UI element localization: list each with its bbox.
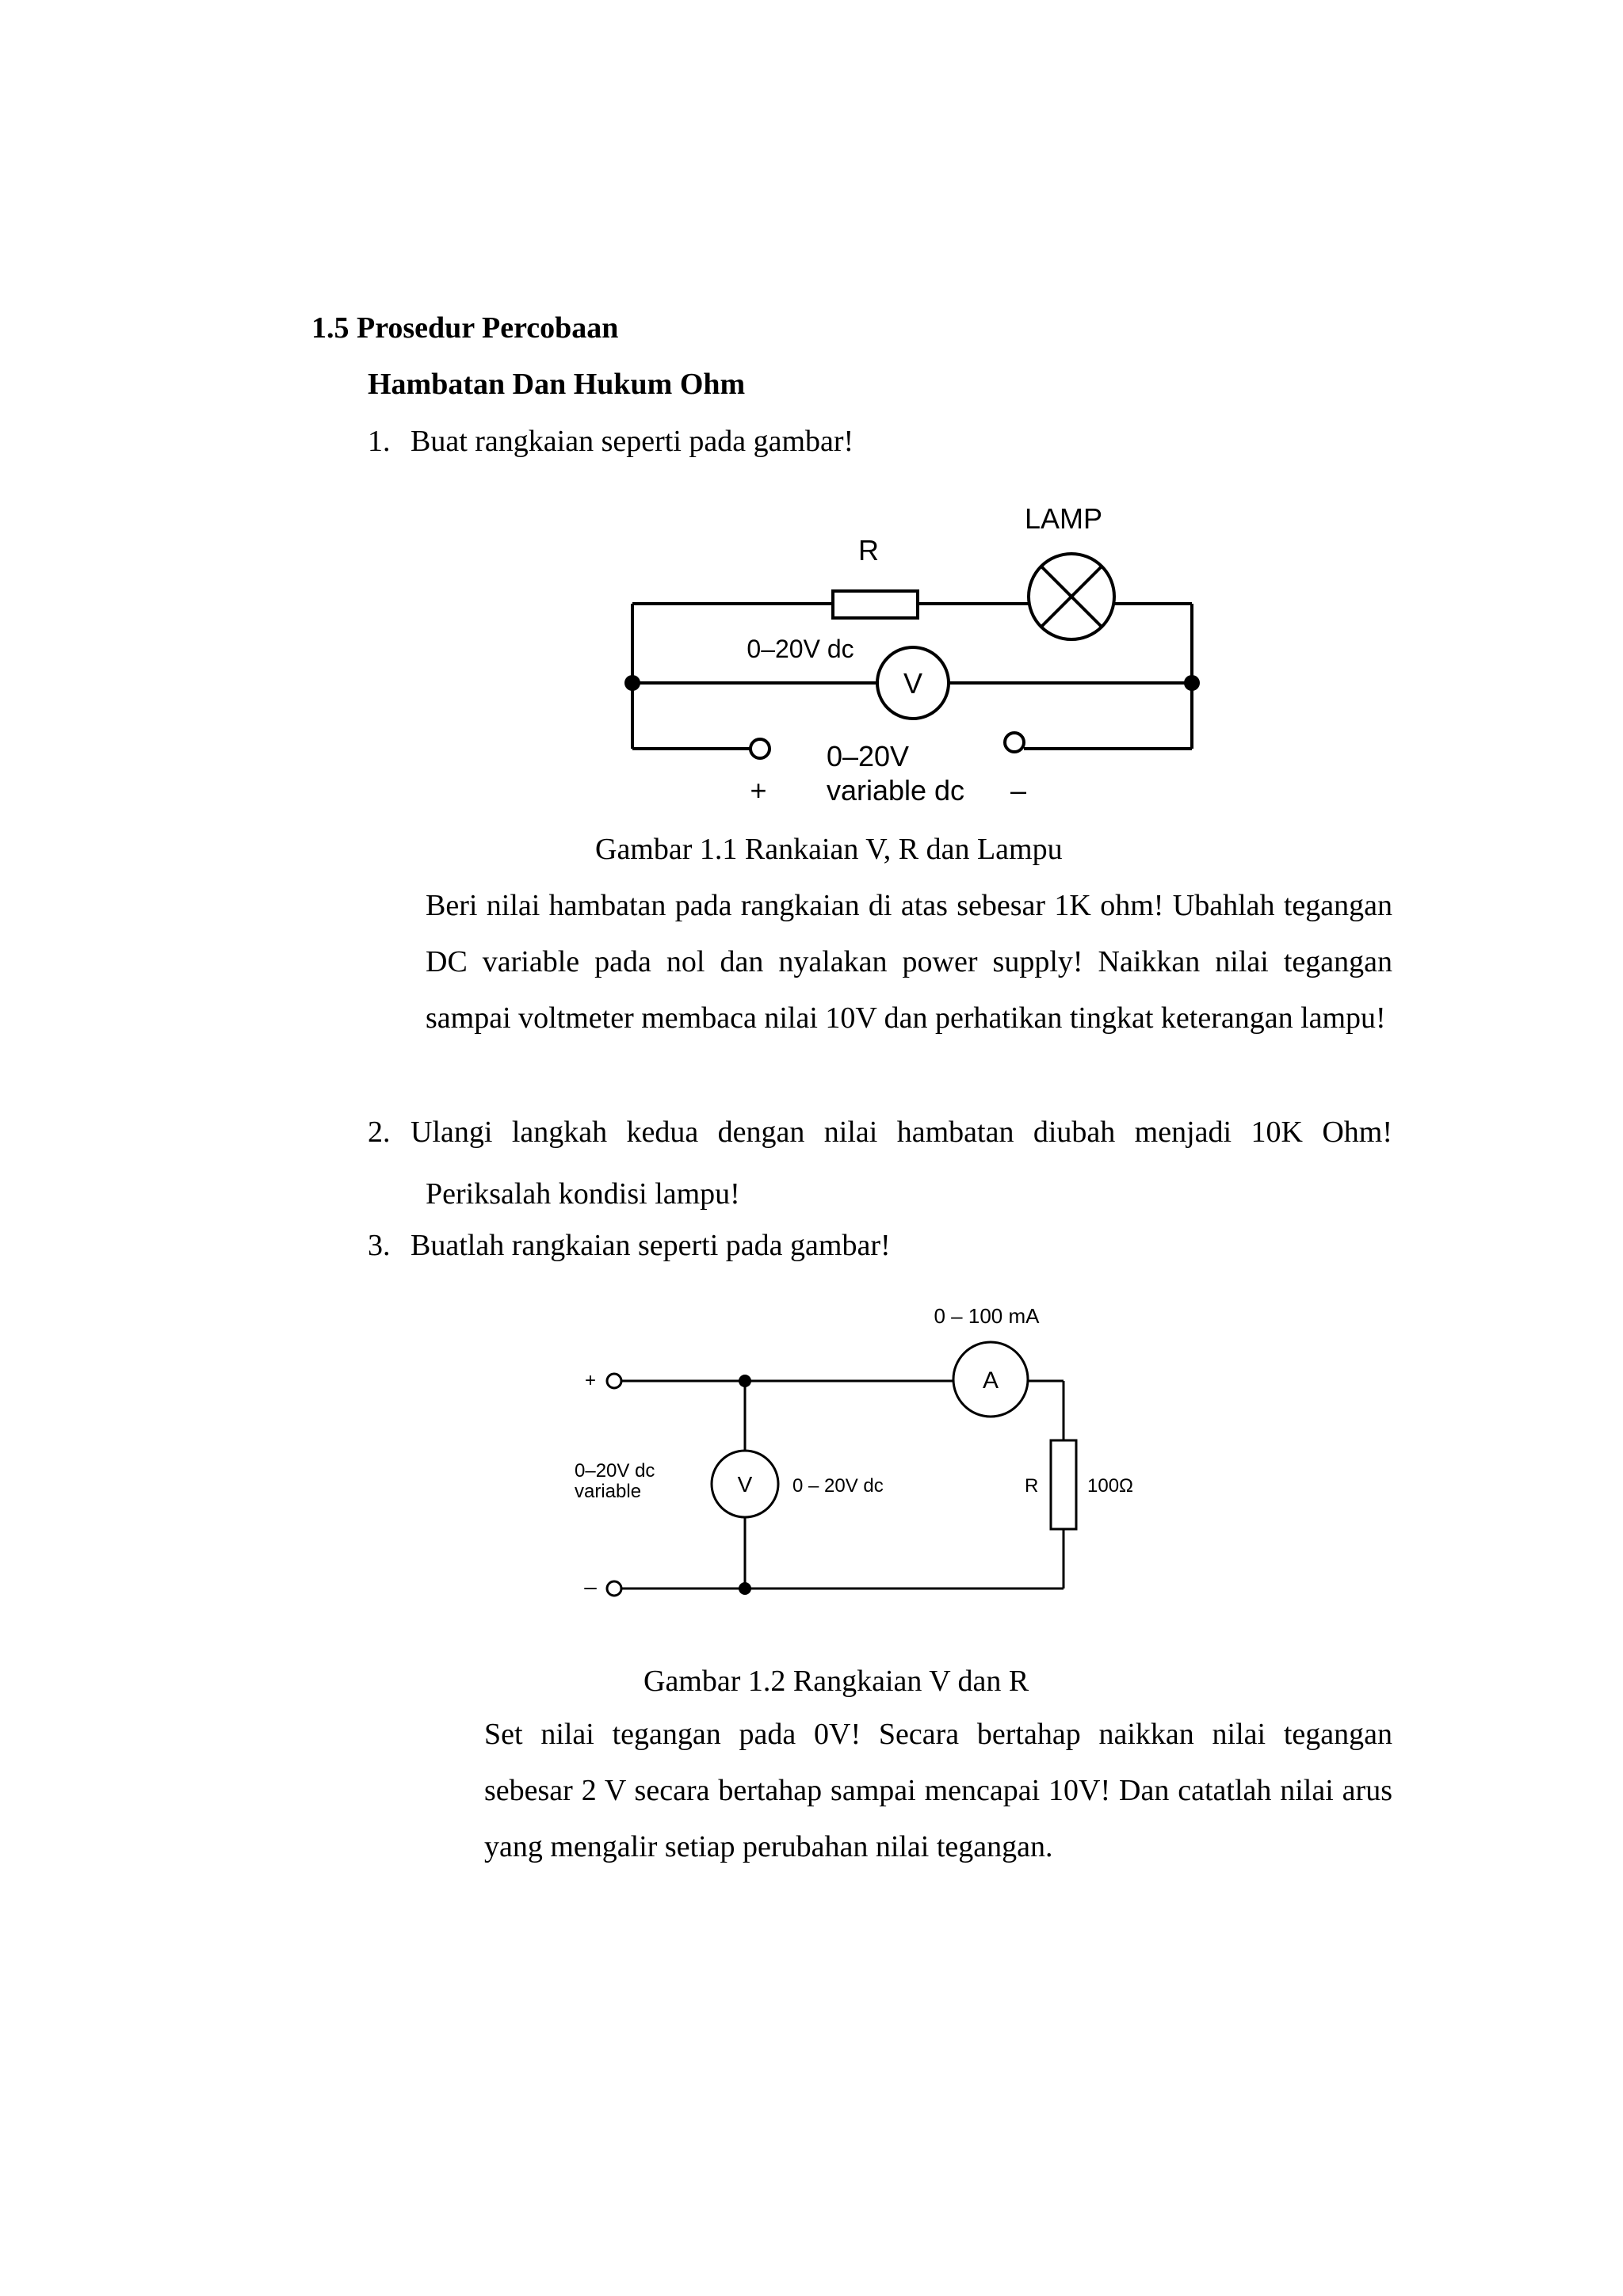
terminal-plus <box>607 1374 621 1388</box>
step-number: 1. <box>368 425 391 458</box>
ammeter-range-label: 0 – 100 mA <box>934 1304 1040 1328</box>
step-number: 3. <box>368 1229 391 1262</box>
junction-dot <box>1184 675 1200 691</box>
junction-dot <box>739 1375 751 1387</box>
minus-label: – <box>584 1574 597 1599</box>
step-3 <box>368 1228 891 1263</box>
step-text: Buat rangkaian seperti pada gambar! <box>411 425 854 458</box>
plus-label: + <box>750 774 767 807</box>
resistor-label: R <box>1025 1475 1039 1497</box>
figure-caption-2: Gambar 1.2 Rangkaian V dan R <box>643 1665 1029 1698</box>
resistor-symbol <box>833 591 918 618</box>
paragraph-2: Set nilai tegangan pada 0V! Secara bertahap naikkan nilai tegangan sebesar 2 V secara bertahap sampai mencapai 10V! Dan catatlah nilai arus yang mengalir setiap perubahan nilai tegangan. <box>484 1718 1392 1863</box>
lamp-symbol <box>1029 554 1114 639</box>
resistor-value-label: 100Ω <box>1087 1475 1133 1497</box>
circuit-diagram-2 <box>555 1291 1189 1608</box>
lamp-label: LAMP <box>1024 502 1103 535</box>
step-text: Ulangi langkah kedua dengan nilai hambatan diubah menjadi 10K Ohm! <box>411 1116 1392 1149</box>
voltmeter-label: V <box>903 667 923 700</box>
circuit-diagram-1 <box>602 495 1236 812</box>
terminal-plus <box>750 739 769 758</box>
voltmeter-range-label: 0 – 20V dc <box>792 1475 884 1497</box>
supply-type-label: variable dc <box>826 774 965 807</box>
paragraph-1: Beri nilai hambatan pada rangkaian di atas sebesar 1K ohm! Ubahlah tegangan DC variable pada nol dan nyalakan power supply! Naikkan nilai tegangan sampai voltmeter membaca nilai 10V dan perhatikan tingkat keterangan lampu! <box>426 889 1392 1035</box>
ammeter-label: A <box>982 1367 999 1394</box>
plus-label: + <box>584 1370 597 1391</box>
subsection-title: Hambatan Dan Hukum Ohm <box>368 368 746 401</box>
junction-dot <box>624 675 640 691</box>
junction-dot <box>739 1582 751 1595</box>
supply-type-label: variable <box>575 1481 642 1502</box>
resistor-label: R <box>858 534 879 566</box>
terminal-minus <box>1005 733 1024 752</box>
step-text: Buatlah rangkaian seperti pada gambar! <box>411 1229 891 1262</box>
figure-caption-1: Gambar 1.1 Rankaian V, R dan Lampu <box>595 833 1063 866</box>
resistor-symbol <box>1051 1440 1076 1529</box>
step-1 <box>368 424 854 459</box>
step-number: 2. <box>368 1116 391 1149</box>
supply-range-label: 0–20V <box>826 740 910 772</box>
section-title: 1.5 Prosedur Percobaan <box>311 311 619 345</box>
terminal-minus <box>607 1581 621 1596</box>
step-2 <box>368 1115 1392 1211</box>
supply-range-label: 0–20V dc <box>575 1460 655 1482</box>
minus-label: – <box>1010 774 1027 807</box>
step-text-continuation: Periksalah kondisi lampu! <box>426 1177 740 1211</box>
voltmeter-label: V <box>737 1472 753 1497</box>
voltmeter-range-label: 0–20V dc <box>747 635 854 663</box>
